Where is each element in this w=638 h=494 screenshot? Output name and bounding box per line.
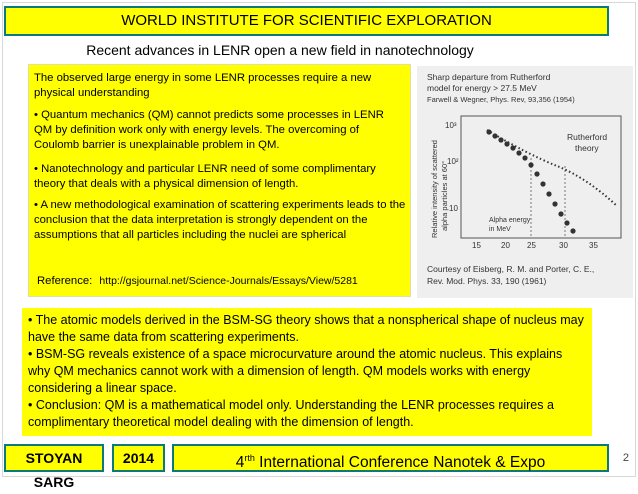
data-point xyxy=(552,201,557,206)
info-box xyxy=(28,64,411,297)
data-point xyxy=(516,150,521,155)
fig-caption-3: Farwell & Wegner, Phys. Rev, 93,356 (1954) xyxy=(427,95,575,104)
slide-subtitle: Recent advances in LENR open a new field in nanotechnology xyxy=(86,42,474,58)
fig-caption-1: Sharp departure from Rutherford xyxy=(427,72,551,82)
x-tick: 35 xyxy=(589,241,598,250)
conference-name: International Conference Nanotek & Expo xyxy=(254,454,546,472)
year-label: 2014 xyxy=(122,450,155,466)
data-point xyxy=(504,141,509,146)
data-point xyxy=(522,155,527,160)
author-name: STOYAN SARG xyxy=(25,450,83,490)
info-text-3: • Nanotechnology and particular LENR need of some complimentary theory that deals with a physical dimension of length. xyxy=(34,163,376,190)
data-point xyxy=(498,137,503,142)
alpha-label-2: in MeV xyxy=(489,226,511,233)
fig-caption-2: model for energy > 27.5 MeV xyxy=(427,83,537,93)
conference-sup: rth xyxy=(244,453,255,463)
bullet-bsm-shape: • The atomic models derived in the BSM-SG theory shows that a nonspherical shape of nucleus may have the same data from scattering experiments. xyxy=(28,313,584,344)
fig-ylabel-2: alpha particles at 60° xyxy=(440,160,449,231)
data-point xyxy=(510,145,515,150)
fig-credit-2: Rev. Mod. Phys. 33, 190 (1961) xyxy=(427,276,547,286)
info-text-1: The observed large energy in some LENR processes require a new physical understanding xyxy=(34,72,372,99)
data-point xyxy=(546,191,551,196)
data-point xyxy=(540,181,545,186)
scattering-figure xyxy=(417,66,633,298)
fig-ylabel-1: Relative intensity of scattered xyxy=(430,140,439,238)
y-tick-1000: 10³ xyxy=(445,121,457,130)
scattering-plot xyxy=(417,66,633,298)
info-text-4: • A new methodological examination of scattering experiments leads to the conclusion that the data interpretation is strongly dependent on the assumptions that all particles including the nuclei are spherical xyxy=(34,199,406,241)
bullet-bsm-microcurvature: • BSM-SG reveals existence of a space microcurvature around the atomic nucleus. This explains why QM mechanics cannot work with a dimension of length. QM models works with energy considering a linear space. xyxy=(28,347,563,395)
y-tick-100: 10² xyxy=(447,157,459,166)
data-point xyxy=(492,133,497,138)
footer-year xyxy=(112,444,165,472)
reference-line xyxy=(37,274,412,289)
data-point xyxy=(534,171,539,176)
y-tick-10: 10 xyxy=(449,204,458,213)
data-point xyxy=(528,162,533,167)
slide-number: 2 xyxy=(622,452,629,464)
institute-title: WORLD INSTITUTE FOR SCIENTIFIC EXPLORATION xyxy=(121,12,492,29)
conclusion-box xyxy=(22,308,592,436)
header-banner xyxy=(4,6,609,36)
footer-conference xyxy=(172,444,609,472)
data-point xyxy=(570,228,575,233)
reference-link[interactable]: http://gsjournal.net/Science-Journals/Essays/View/5281 xyxy=(99,275,358,287)
reference-label: Reference: xyxy=(37,275,93,287)
rutherford-label-2: theory xyxy=(575,143,599,153)
data-point xyxy=(558,211,563,216)
footer-author xyxy=(4,444,104,490)
info-text-2: • Quantum mechanics (QM) cannot predicts some processes in LENR QM by definition work only with energy levels. The overcoming of Coulomb barrier is unexplainable problem in QM. xyxy=(34,109,384,151)
x-tick: 30 xyxy=(559,241,568,250)
x-tick: 25 xyxy=(527,241,536,250)
data-point xyxy=(486,129,491,134)
data-point xyxy=(564,220,569,225)
x-tick: 15 xyxy=(472,241,481,250)
bullet-conclusion: • Conclusion: QM is a mathematical model only. Understanding the LENR processes requires a complimentary theoretical model dealing with the dimension of length. xyxy=(28,398,554,429)
fig-credit-1: Courtesy of Eisberg, R. M. and Porter, C. E., xyxy=(427,264,595,274)
x-tick: 20 xyxy=(501,241,510,250)
conference-num: 4 xyxy=(235,454,245,472)
rutherford-label-1: Rutherford xyxy=(567,132,608,142)
alpha-label-1: Alpha energy xyxy=(489,217,531,224)
